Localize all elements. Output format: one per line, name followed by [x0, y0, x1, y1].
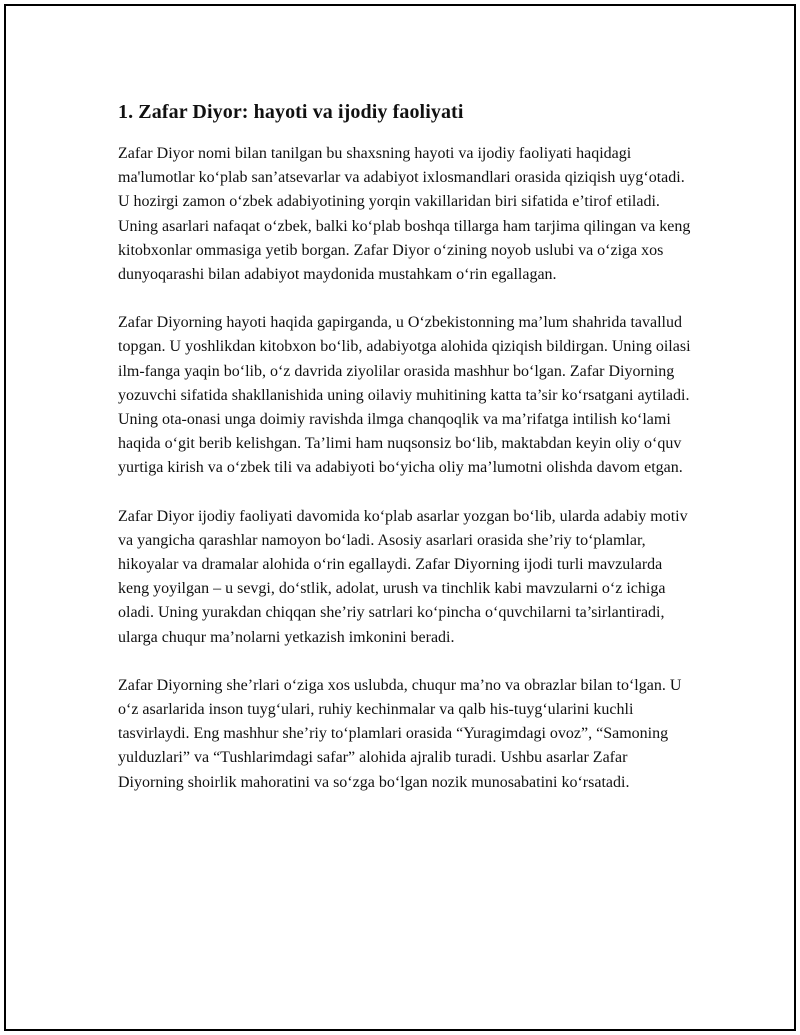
paragraph-works: Zafar Diyor ijodiy faoliyati davomida ko‘plab asarlar yozgan bo‘lib, ularda adabiy motiv va yangicha qarashlar namoyon bo‘ladi. Asosiy asarlari orasida she’riy to‘plamlar, hikoyalar va dramalar alohida o‘rin egallaydi. Zafar Diyorning ijodi turli mavzularda keng yoyilgan – u sevgi, do‘stlik, adolat, urush va tinchlik kabi mavzularni o‘z ichiga oladi. Uning yurakdan chiqqan she’riy satrlari ko‘pincha o‘quvchilarni ta’sirlantiradi, ularga chuqur ma’nolarni yetkazish imkonini beradi.: [118, 507, 688, 646]
document-body: [118, 98, 696, 819]
paragraph-biography: Zafar Diyorning hayoti haqida gapirganda, u O‘zbekistonning ma’lum shahrida tavallud topgan. U yoshlikdan kitobxon bo‘lib, adabiyotga alohida qiziqish bildirgan. Uning oilasi ilm-fanga yaqin bo‘lib, o‘z davrida ziyolilar orasida mashhur bo‘lgan. Zafar Diyorning yozuvchi sifatida shakllanishida uning oilaviy muhitining katta ta’sir ko‘rsatgani aytiladi. Uning ota-onasi unga doimiy ravishda ilmga chanqoqlik va ma’rifatga intilish ko‘lami haqida o‘git berib kelishgan. Ta’limi ham nuqsonsiz bo‘lib, maktabdan keyin oliy o‘quv yurtiga kirish va o‘zbek tili va adabiyoti bo‘yicha oliy ma’lumotni olishda davom etgan.: [118, 314, 691, 477]
page-frame: [4, 4, 796, 1031]
paragraph-poetry: Zafar Diyorning she’rlari o‘ziga xos uslubda, chuqur ma’no va obrazlar bilan to‘lgan. U o‘z asarlarida inson tuyg‘ulari, ruhiy kechinmalar va qalb his-tuyg‘ularini kuchli tasvirlaydi. Eng mashhur she’riy to‘plamlari orasida “Yuragimdagi ovoz”, “Samoning yulduzlari” va “Tushlarimdagi safar” alohida ajralib turadi. Ushbu asarlar Zafar Diyorning shoirlik mahoratini va so‘zga bo‘lgan nozik munosabatini ko‘rsatadi.: [118, 676, 682, 791]
paragraph-intro: Zafar Diyor nomi bilan tanilgan bu shaxsning hayoti va ijodiy faoliyati haqidagi ma'lumotlar ko‘plab san’atsevarlar va adabiyot ixlosmandlari orasida qiziqish uyg‘otadi. U hozirgi zamon o‘zbek adabiyotining yorqin vakillaridan biri sifatida e’tirof etiladi. Uning asarlari nafaqat o‘zbek, balki ko‘plab boshqa tillarga ham tarjima qilingan va keng kitobxonlar ommasiga yetib borgan. Zafar Diyor o‘zining noyob uslubi va o‘ziga xos dunyoqarashi bilan adabiyot maydonida mustahkam o‘rin egallagan.: [118, 145, 691, 284]
section-heading: 1. Zafar Diyor: hayoti va ijodiy faoliyati: [118, 101, 464, 123]
